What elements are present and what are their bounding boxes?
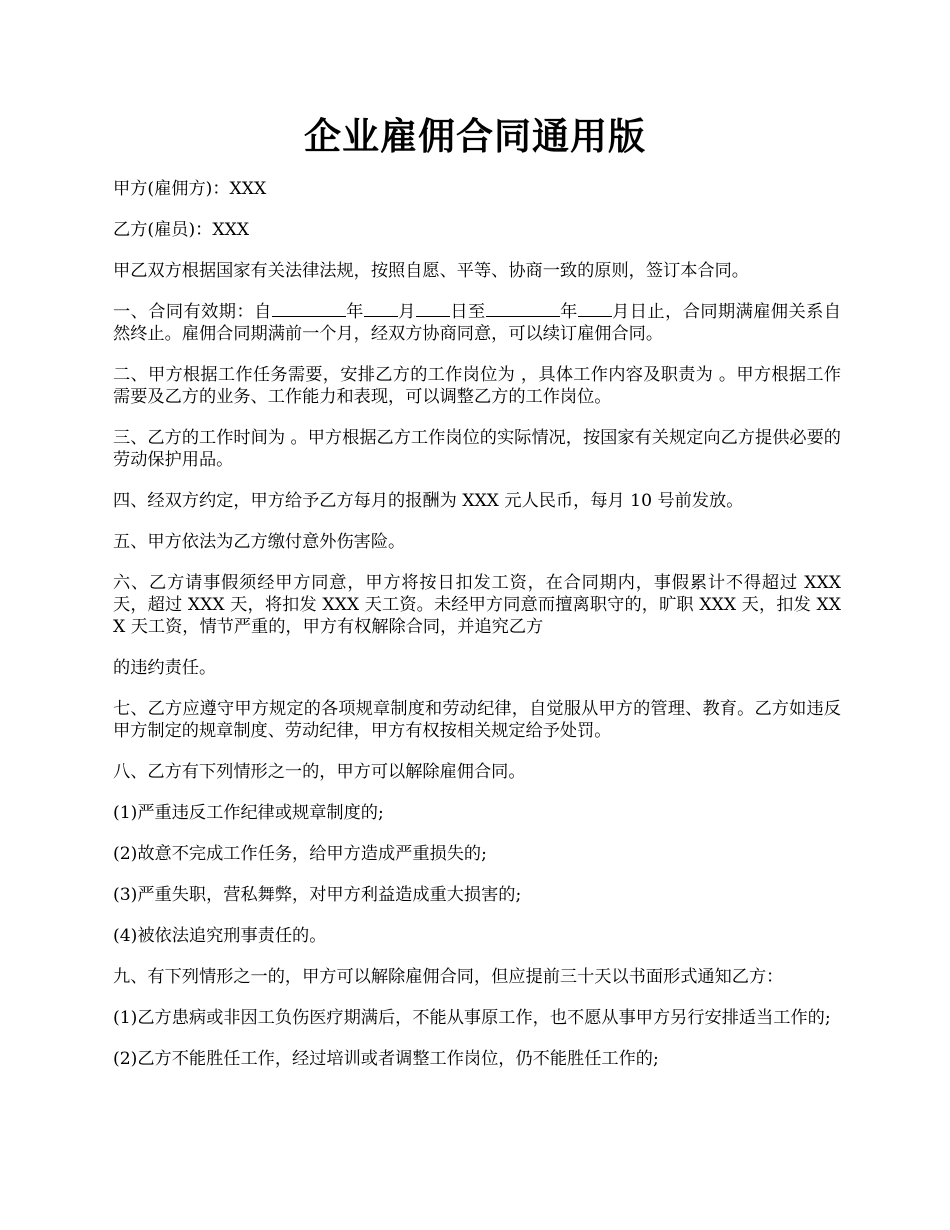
clause-9: 九、有下列情形之一的，甲方可以解除雇佣合同，但应提前三十天以书面形式通知乙方： bbox=[113, 967, 784, 987]
clause-5: 五、甲方依法为乙方缴付意外伤害险。 bbox=[113, 532, 406, 552]
end-month-blank bbox=[578, 301, 612, 317]
clause-1 bbox=[113, 301, 841, 345]
clause-3: 三、乙方的工作时间为 。甲方根据乙方工作岗位的实际情况，按国家有关规定向乙方提供必要的劳动保护用品。 bbox=[113, 428, 841, 470]
clause-1-text: 年 bbox=[345, 302, 364, 322]
intro-paragraph: 甲乙双方根据国家有关法律法规，按照自愿、平等、协商一致的原则，签订本合同。 bbox=[113, 261, 749, 281]
clause-1-text: 年 bbox=[559, 302, 578, 322]
document-body bbox=[113, 178, 841, 1089]
clause-7: 七、乙方应遵守甲方规定的各项规章制度和劳动纪律，自觉服从甲方的管理、教育。乙方如违反甲方制定的规章制度、劳动纪律，甲方有权按相关规定给予处罚。 bbox=[113, 699, 841, 741]
clause-1-text: 月 bbox=[397, 302, 416, 322]
clause-8: 八、乙方有下列情形之一的，甲方可以解除雇佣合同。 bbox=[113, 762, 526, 782]
start-year-blank bbox=[272, 301, 346, 317]
clause-4: 四、经双方约定，甲方给予乙方每月的报酬为 XXX 元人民币，每月 10 号前发放。 bbox=[113, 491, 744, 511]
clause-9-item: (2)乙方不能胜任工作，经过培训或者调整工作岗位，仍不能胜任工作的; bbox=[113, 1049, 659, 1069]
clause-1-text: 月日止，合同期满雇佣关系自然终止。雇佣合同期满前一个月，经双方协商同意，可以续订雇佣合同。 bbox=[113, 302, 841, 344]
clause-6-continued: 的违约责任。 bbox=[113, 658, 217, 678]
party-a: 甲方(雇佣方)：XXX bbox=[113, 179, 267, 199]
end-year-blank bbox=[486, 301, 560, 317]
clause-8-item: (4)被依法追究刑事责任的。 bbox=[113, 926, 327, 946]
start-day-blank bbox=[416, 301, 450, 317]
clause-1-text: 一、合同有效期：自 bbox=[113, 302, 272, 322]
clause-9-item: (1)乙方患病或非因工负伤医疗期满后，不能从事原工作，也不愿从事甲方另行安排适当工作的; bbox=[113, 1008, 831, 1028]
clause-2: 二、甲方根据工作任务需要，安排乙方的工作岗位为 ，具体工作内容及职责为 。甲方根据工作需要及乙方的业务、工作能力和表现，可以调整乙方的工作岗位。 bbox=[113, 365, 841, 407]
start-month-blank bbox=[364, 301, 398, 317]
document-title: 企业雇佣合同通用版 bbox=[304, 114, 646, 158]
clause-8-item: (2)故意不完成工作任务，给甲方造成严重损失的; bbox=[113, 844, 487, 864]
party-b: 乙方(雇员)：XXX bbox=[113, 220, 250, 240]
clause-1-text: 日至 bbox=[449, 302, 486, 322]
clause-8-item: (1)严重违反工作纪律或规章制度的; bbox=[113, 803, 384, 823]
clause-8-item: (3)严重失职，营私舞弊，对甲方利益造成重大损害的; bbox=[113, 885, 522, 905]
clause-6: 六、乙方请事假须经甲方同意，甲方将按日扣发工资，在合同期内，事假累计不得超过 XXX 天，超过 XXX 天，将扣发 XXX 天工资。未经甲方同意而擅离职守的，旷职 XXX 天，扣发 XXX 天工资，情节严重的，甲方有权解除合同，并追究乙方 bbox=[113, 573, 841, 637]
